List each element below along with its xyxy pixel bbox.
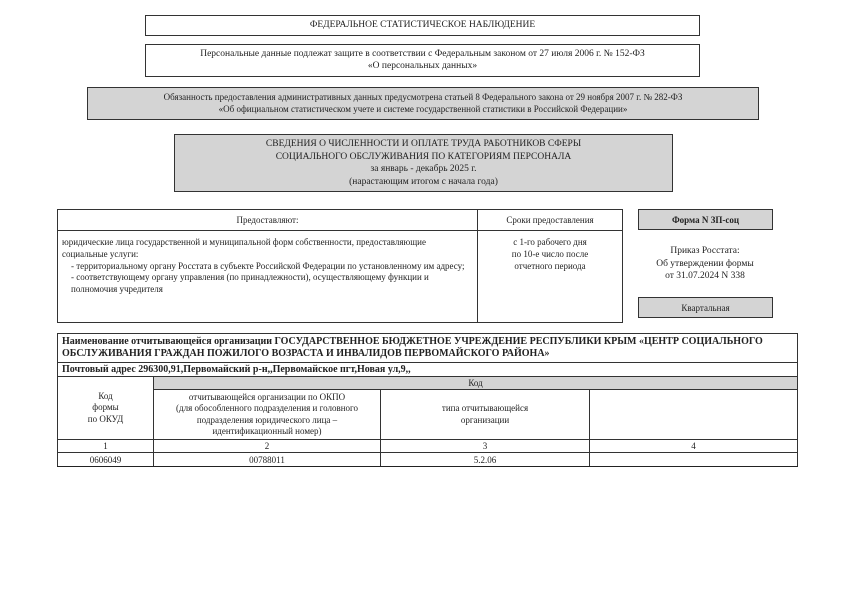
column-number-1: 1 <box>58 440 154 453</box>
report-title-line-2: СОЦИАЛЬНОГО ОБСЛУЖИВАНИЯ ПО КАТЕГОРИЯМ ПЕРСОНАЛА <box>275 151 572 162</box>
okpo-header <box>154 390 381 440</box>
deadline-line-2: по 10-е число после <box>511 248 589 259</box>
organization-name-label: Наименование отчитывающейся организации <box>62 336 273 347</box>
federal-observation-text: ФЕДЕРАЛЬНОЕ СТАТИСТИЧЕСКОЕ НАБЛЮДЕНИЕ <box>309 20 536 30</box>
column-number-2: 2 <box>154 440 381 453</box>
okpo-code-value: 00788011 <box>154 453 381 467</box>
personal-data-notice-line-1: Персональные данные подлежат защите в соответствии с Федеральным законом от 27 июля 2006 г. № 152-ФЗ <box>200 49 645 59</box>
organization-name-cell <box>58 334 798 363</box>
organization-name-value: ГОСУДАРСТВЕННОЕ БЮДЖЕТНОЕ УЧРЕЖДЕНИЕ РЕСПУБЛИКИ КРЫМ «ЦЕНТР СОЦИАЛЬНОГО ОБСЛУЖИВАНИЯ ГРАЖДАН ПОЖИЛОГО ВОЗРАСТА И ИНВАЛИДОВ ПЕРВОМАЙСКОГО РАЙОНА» <box>62 336 763 359</box>
deadline-cell <box>478 231 623 323</box>
report-title <box>174 134 673 192</box>
okud-header-line-3: по ОКУД <box>87 413 124 424</box>
okpo-header-line-4: идентификационный номер) <box>212 426 322 436</box>
column-number-3: 3 <box>381 440 590 453</box>
okpo-header-line-2: (для обособленного подразделения и головного <box>176 403 358 413</box>
org-type-header-line-2: организации <box>460 414 510 425</box>
okpo-header-line-3: подразделения юридического лица – <box>196 414 338 425</box>
deadline-line-1: с 1-го рабочего дня <box>513 237 587 247</box>
postal-address-value: 296300,91,Первомайский р-н,,Первомайское пгт,Новая ул,9,, <box>138 364 411 375</box>
order-line-3: от 31.07.2024 N 338 <box>665 271 745 281</box>
providers-text-intro: юридические лица государственной и муниципальной форм собственности, предоставляющие социальные услуги: <box>62 237 426 259</box>
providers-text-rosstat: - территориальному органу Росстата в субъекте Российской Федерации по установленному им адресу; <box>71 260 465 271</box>
codes-values-row <box>58 453 798 467</box>
rosstat-order <box>630 245 780 283</box>
order-line-2: Об утверждении формы <box>656 258 754 269</box>
organization-codes-table <box>57 333 798 467</box>
personal-data-notice-line-2: «О персональных данных» <box>367 61 478 71</box>
obligation-notice <box>87 87 759 120</box>
org-type-header <box>381 390 590 440</box>
providers-column-header: Предоставляют: <box>58 210 478 231</box>
providers-text-founder: - соответствующему органу управления (по принадлежности), осуществляющему функции и полномочия учредителя <box>71 272 429 295</box>
okud-header <box>58 377 154 440</box>
obligation-notice-line-2: «Об официальном статистическом учете и системе государственной статистики в Российской Федерации» <box>218 104 628 114</box>
column-4-value <box>590 453 798 467</box>
report-title-line-1: СВЕДЕНИЯ О ЧИСЛЕННОСТИ И ОПЛАТЕ ТРУДА РАБОТНИКОВ СФЕРЫ <box>265 139 582 149</box>
org-type-code-value: 5.2.06 <box>381 453 590 467</box>
okpo-header-line-1: отчитывающейся организации по ОКПО <box>188 391 346 402</box>
okud-header-line-1: Код <box>98 390 113 401</box>
report-cumulative-note: (нарастающим итогом с начала года) <box>349 176 498 187</box>
providers-table <box>57 209 623 323</box>
column-4-header <box>590 390 798 440</box>
okud-code-value: 0606049 <box>58 453 154 467</box>
personal-data-notice <box>145 44 700 77</box>
periodicity: Квартальная <box>681 303 730 313</box>
column-number-4: 4 <box>590 440 798 453</box>
obligation-notice-line-1: Обязанность предоставления административных данных предусмотрена статьей 8 Федерального закона от 29 ноября 2007 г. № 282-ФЗ <box>163 92 683 102</box>
deadline-column-header: Сроки предоставления <box>478 210 623 231</box>
periodicity-badge <box>638 297 773 318</box>
okud-header-line-2: формы <box>92 402 119 413</box>
providers-cell <box>58 231 478 323</box>
form-number-badge <box>638 209 773 230</box>
form-number: Форма N ЗП-соц <box>671 215 740 225</box>
postal-address-cell <box>58 363 798 377</box>
code-group-header: Код <box>154 377 798 390</box>
report-period: за январь - декабрь 2025 г. <box>370 164 477 174</box>
deadline-line-3: отчетного периода <box>514 260 586 271</box>
order-line-1: Приказ Росстата: <box>670 246 740 256</box>
federal-observation-banner <box>145 15 700 36</box>
postal-address-label: Почтовый адрес <box>62 364 136 375</box>
org-type-header-line-1: типа отчитывающейся <box>441 403 529 413</box>
